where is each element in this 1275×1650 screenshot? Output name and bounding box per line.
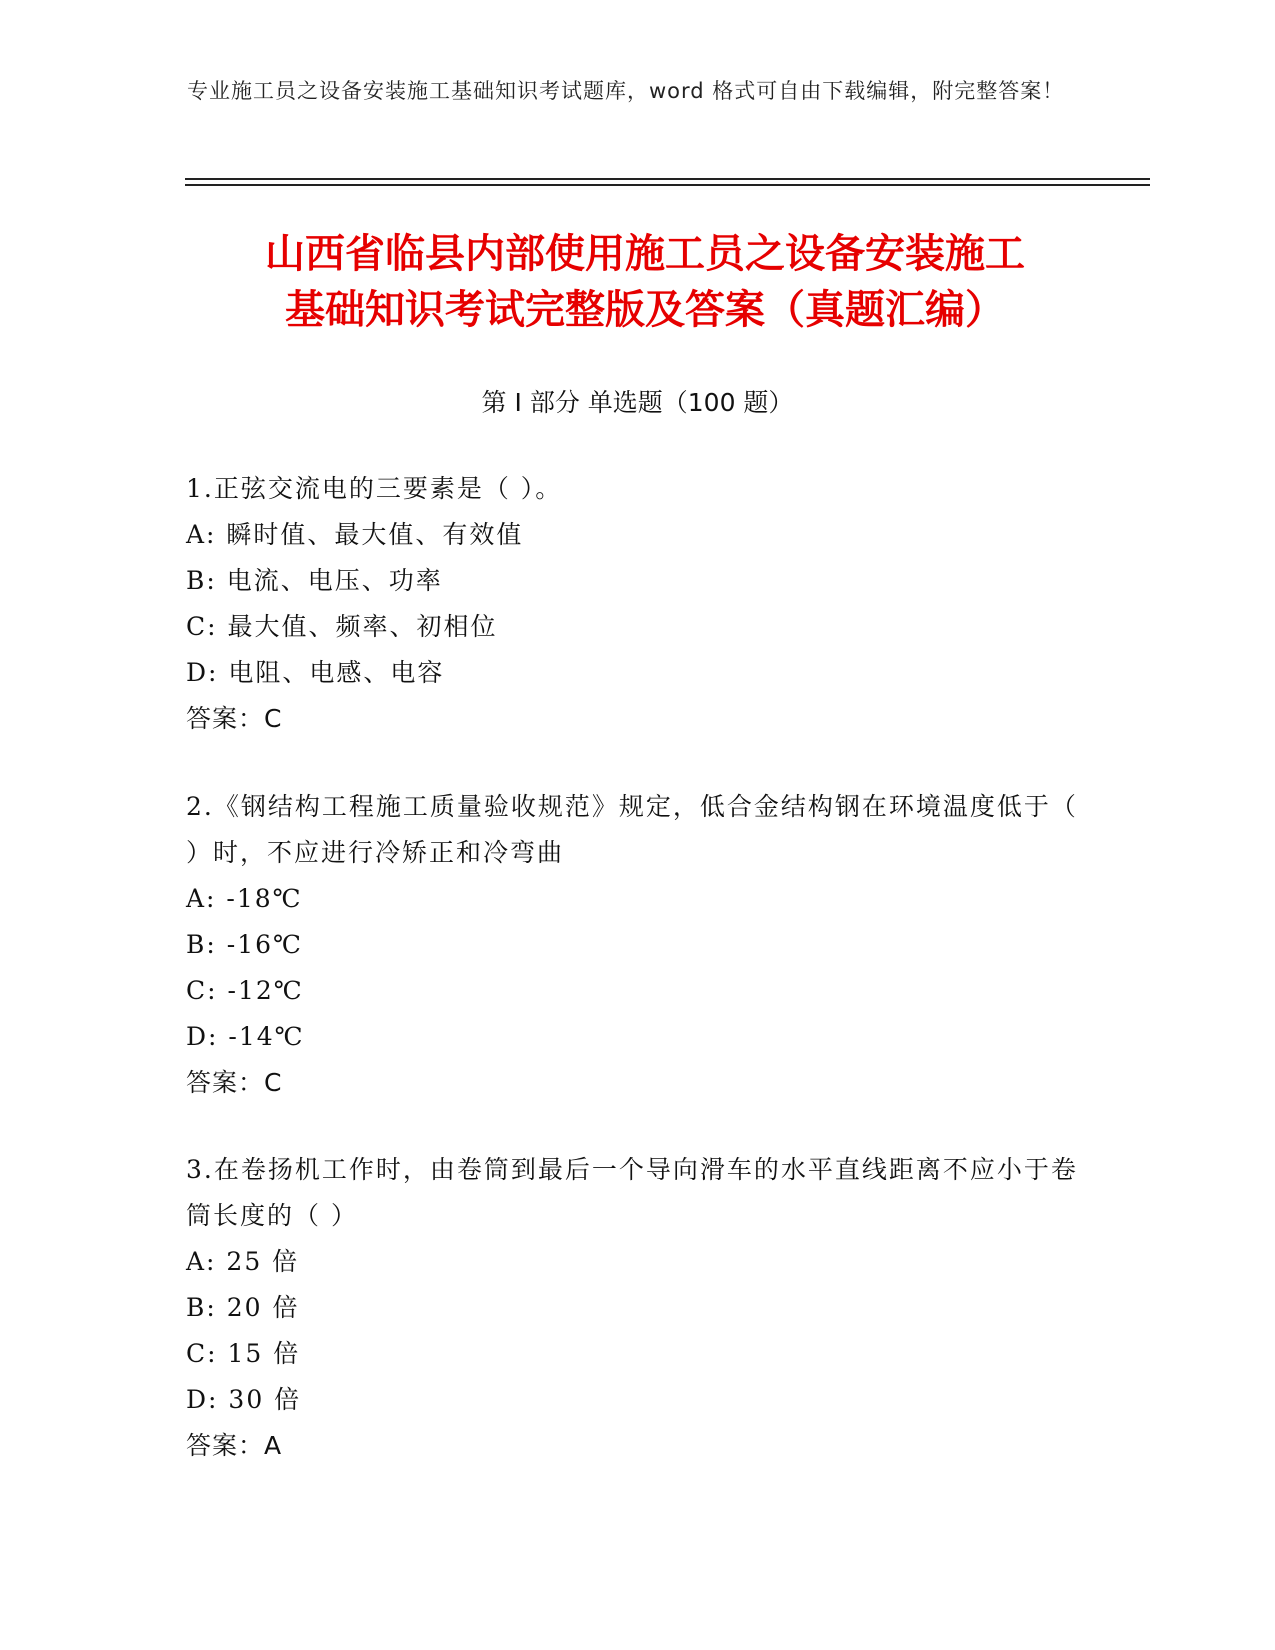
document-title bbox=[185, 226, 1105, 338]
option-a: A: 瞬时值、最大值、有效值 bbox=[186, 520, 524, 549]
option-b: B: 电流、电压、功率 bbox=[186, 566, 443, 595]
title-line-2: 基础知识考试完整版及答案（真题汇编） bbox=[285, 287, 1005, 333]
header-divider-bottom bbox=[185, 184, 1150, 186]
answer: 答案：C bbox=[186, 1068, 283, 1097]
answer: 答案：C bbox=[186, 704, 283, 733]
question-1 bbox=[186, 466, 1086, 742]
question-stem: 3.在卷扬机工作时，由卷筒到最后一个导向滑车的水平直线距离不应小于卷筒长度的（ ） bbox=[186, 1155, 1078, 1230]
question-stem: 1.正弦交流电的三要素是（ ）。 bbox=[186, 474, 563, 503]
header-note: 专业施工员之设备安装施工基础知识考试题库，word 格式可自由下载编辑，附完整答案！ bbox=[187, 79, 1065, 103]
header-divider-top bbox=[185, 178, 1150, 180]
option-b: B: 20 倍 bbox=[186, 1293, 300, 1322]
title-line-1: 山西省临县内部使用施工员之设备安装施工 bbox=[265, 231, 1025, 277]
option-b: B: -16℃ bbox=[186, 930, 303, 959]
option-c: C: -12℃ bbox=[186, 976, 304, 1005]
question-3 bbox=[186, 1147, 1086, 1469]
question-2 bbox=[186, 784, 1086, 1106]
option-d: D: 30 倍 bbox=[186, 1385, 302, 1414]
option-c: C: 最大值、频率、初相位 bbox=[186, 612, 498, 641]
option-c: C: 15 倍 bbox=[186, 1339, 301, 1368]
question-stem: 2.《钢结构工程施工质量验收规范》规定，低合金结构钢在环境温度低于（ ）时，不应进行冷矫正和冷弯曲 bbox=[186, 792, 1078, 867]
option-a: A: 25 倍 bbox=[186, 1247, 300, 1276]
option-a: A: -18℃ bbox=[186, 884, 303, 913]
answer: 答案：A bbox=[186, 1431, 283, 1460]
option-d: D: 电阻、电感、电容 bbox=[186, 658, 445, 687]
section-title: 第 I 部分 单选题（100 题） bbox=[481, 388, 794, 417]
option-d: D: -14℃ bbox=[186, 1022, 305, 1051]
